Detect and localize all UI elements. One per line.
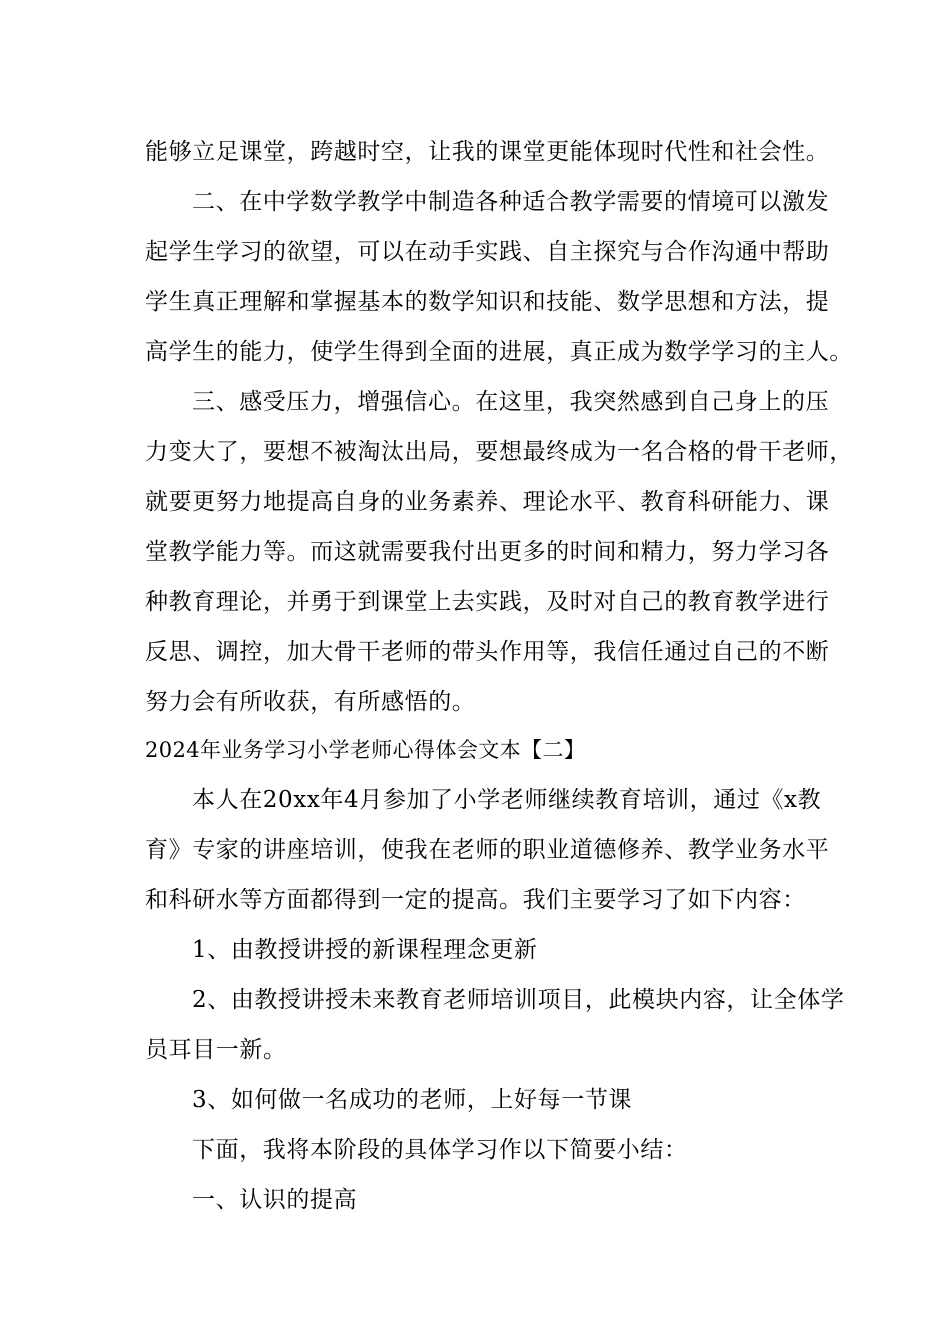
section-heading: 2024年业务学习小学老师心得体会文本【二】	[145, 738, 586, 762]
paragraph-line: 员耳目一新。	[145, 1037, 287, 1063]
subsection-heading: 一、认识的提高	[192, 1187, 358, 1213]
paragraph-line: 努力会有所收获，有所感悟的。	[145, 689, 476, 715]
paragraph-line: 种教育理论，并勇于到课堂上去实践，及时对自己的教育教学进行	[145, 589, 830, 615]
list-item: 1、由教授讲授的新课程理念更新	[192, 937, 538, 963]
paragraph-line: 本人在20xx年4月参加了小学老师继续教育培训，通过《x教	[192, 787, 822, 813]
paragraph-line: 起学生学习的欲望，可以在动手实践、自主探究与合作沟通中帮助	[145, 239, 830, 265]
list-item: 2、由教授讲授未来教育老师培训项目，此模块内容，让全体学	[192, 987, 845, 1013]
paragraph-line: 育》专家的讲座培训，使我在老师的职业道德修养、教学业务水平	[145, 837, 830, 863]
paragraph-line: 反思、调控，加大骨干老师的带头作用等，我信任通过自己的不断	[145, 639, 830, 665]
paragraph-line: 能够立足课堂，跨越时空，让我的课堂更能体现时代性和社会性。	[145, 139, 830, 165]
paragraph-line: 三、感受压力，增强信心。在这里，我突然感到自己身上的压	[192, 389, 830, 415]
paragraph-line: 就要更努力地提高自身的业务素养、理论水平、教育科研能力、课	[145, 489, 830, 515]
paragraph-line: 下面，我将本阶段的具体学习作以下简要小结：	[192, 1137, 688, 1163]
paragraph-line: 力变大了，要想不被淘汰出局，要想最终成为一名合格的骨干老师，	[145, 439, 853, 465]
paragraph-line: 学生真正理解和掌握基本的数学知识和技能、数学思想和方法，提	[145, 289, 830, 315]
list-item: 3、如何做一名成功的老师，上好每一节课	[192, 1087, 633, 1113]
paragraph-line: 和科研水等方面都得到一定的提高。我们主要学习了如下内容：	[145, 887, 806, 913]
paragraph-line: 高学生的能力，使学生得到全面的进展，真正成为数学学习的主人。	[145, 339, 853, 365]
paragraph-line: 堂教学能力等。而这就需要我付出更多的时间和精力，努力学习各	[145, 539, 830, 565]
paragraph-line: 二、在中学数学教学中制造各种适合教学需要的情境可以激发	[192, 189, 830, 215]
